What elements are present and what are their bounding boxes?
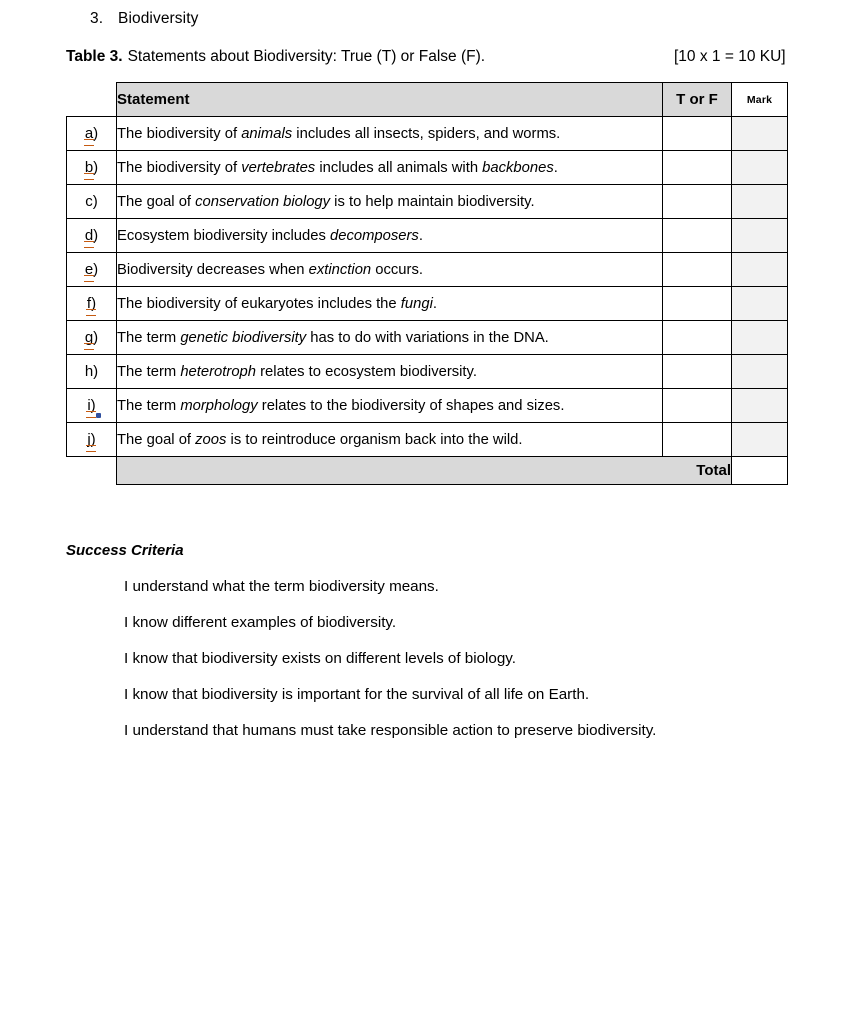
table-row — [67, 185, 788, 219]
row-letter: d) — [84, 226, 99, 244]
statement-term-emphasis: vertebrates — [241, 159, 316, 176]
table-row — [67, 117, 788, 151]
statement-term-emphasis: heterotroph — [180, 363, 257, 380]
row-letter-cell — [67, 423, 117, 457]
row-answer-cell[interactable] — [663, 287, 732, 321]
row-answer-cell[interactable] — [663, 117, 732, 151]
row-mark-cell[interactable] — [732, 423, 788, 457]
success-criteria-title: Success Criteria — [66, 542, 184, 559]
row-mark-cell[interactable] — [732, 185, 788, 219]
table-row — [67, 151, 788, 185]
success-criteria-item: I understand what the term biodiversity means. — [124, 578, 439, 595]
row-statement-cell — [117, 355, 663, 389]
row-letter-cell — [67, 321, 117, 355]
header-statement: Statement — [117, 83, 663, 117]
statement-text-before: Biodiversity decreases when — [117, 261, 309, 278]
statement-term-emphasis: conservation biology — [195, 193, 331, 210]
table-caption-label: Table 3. — [66, 48, 123, 65]
statement-text-after: relates to ecosystem biodiversity. — [256, 363, 477, 380]
statement-text-after: occurs. — [371, 261, 423, 278]
statements-table — [66, 82, 788, 485]
row-statement-cell — [117, 423, 663, 457]
row-statement-cell — [117, 287, 663, 321]
row-answer-cell[interactable] — [663, 219, 732, 253]
section-heading — [90, 10, 198, 28]
row-letter: c) — [85, 192, 98, 210]
row-mark-cell[interactable] — [732, 219, 788, 253]
table-total-row — [67, 457, 788, 485]
row-letter-cell — [67, 219, 117, 253]
statement-text-before: The term — [117, 397, 181, 414]
table-row — [67, 321, 788, 355]
success-criteria-item: I know different examples of biodiversity. — [124, 614, 397, 631]
row-mark-cell[interactable] — [732, 117, 788, 151]
statement-term-emphasis: zoos — [195, 431, 227, 448]
row-answer-cell[interactable] — [663, 355, 732, 389]
statement-term-emphasis: animals — [241, 125, 293, 142]
statement-text-after: is to help maintain biodiversity. — [330, 193, 535, 210]
table-caption-text: Statements about Biodiversity: True (T) or False (F). — [127, 48, 486, 65]
statements-table-wrapper — [66, 82, 787, 485]
statement-text-before: The goal of — [117, 193, 196, 210]
row-mark-cell[interactable] — [732, 321, 788, 355]
row-letter-cell — [67, 287, 117, 321]
statement-term-emphasis-2: backbones — [482, 159, 554, 176]
success-criteria-list — [124, 578, 764, 758]
row-letter: a) — [84, 124, 99, 142]
statement-text-after-2: . — [553, 159, 558, 176]
row-letter-cell — [67, 355, 117, 389]
statement-term-emphasis: morphology — [180, 397, 258, 414]
statement-term-emphasis: fungi — [400, 295, 433, 312]
row-letter-cell — [67, 151, 117, 185]
row-mark-cell[interactable] — [732, 287, 788, 321]
row-answer-cell[interactable] — [663, 423, 732, 457]
success-criteria-item: I know that biodiversity exists on different levels of biology. — [124, 650, 516, 667]
statement-text-after: includes all animals with — [315, 159, 483, 176]
row-letter: g) — [84, 328, 99, 346]
table-row — [67, 355, 788, 389]
statement-text-after: is to reintroduce organism back into the wild. — [226, 431, 523, 448]
table-caption — [66, 47, 787, 67]
header-t-or-f: T or F — [663, 83, 732, 117]
statement-term-emphasis: decomposers — [330, 227, 419, 244]
row-answer-cell[interactable] — [663, 151, 732, 185]
row-letter-cell — [67, 389, 117, 423]
statement-text-before: The goal of — [117, 431, 196, 448]
success-criteria-item: I understand that humans must take responsible action to preserve biodiversity. — [124, 722, 657, 739]
row-mark-cell[interactable] — [732, 355, 788, 389]
statement-text-after: has to do with variations in the DNA. — [306, 329, 549, 346]
row-letter: e) — [84, 260, 99, 278]
statement-term-emphasis: genetic biodiversity — [180, 329, 307, 346]
section-title: Biodiversity — [118, 10, 199, 27]
row-letter: f) — [86, 294, 97, 312]
statement-text-before: The biodiversity of — [117, 159, 242, 176]
statement-text-after: . — [432, 295, 437, 312]
row-letter-cell — [67, 185, 117, 219]
statement-text-after: includes all insects, spiders, and worms. — [292, 125, 561, 142]
statement-text-after: relates to the biodiversity of shapes and sizes. — [257, 397, 565, 414]
total-label: Total — [117, 457, 732, 485]
statement-text-before: The biodiversity of — [117, 125, 242, 142]
row-letter: i) — [87, 396, 96, 414]
table-row — [67, 287, 788, 321]
header-mark: Mark — [732, 83, 788, 117]
success-criteria-item: I know that biodiversity is important for the survival of all life on Earth. — [124, 686, 590, 703]
row-statement-cell — [117, 389, 663, 423]
row-letter: j) — [87, 430, 96, 448]
table-header-row — [67, 83, 788, 117]
table-row — [67, 389, 788, 423]
table-row — [67, 253, 788, 287]
row-answer-cell[interactable] — [663, 321, 732, 355]
row-letter-cell — [67, 253, 117, 287]
row-answer-cell[interactable] — [663, 253, 732, 287]
row-letter: b) — [84, 158, 99, 176]
row-statement-cell — [117, 151, 663, 185]
statement-text-before: The term — [117, 363, 181, 380]
header-spacer-cell — [67, 83, 117, 117]
row-answer-cell[interactable] — [663, 185, 732, 219]
row-statement-cell — [117, 219, 663, 253]
table-row — [67, 219, 788, 253]
statement-text-before: Ecosystem biodiversity includes — [117, 227, 330, 244]
table-marks-allocation: [10 x 1 = 10 KU] — [674, 48, 786, 65]
row-statement-cell — [117, 253, 663, 287]
total-mark-input-cell[interactable] — [732, 457, 788, 485]
row-letter-cell — [67, 117, 117, 151]
row-mark-cell[interactable] — [732, 253, 788, 287]
statement-term-emphasis: extinction — [308, 261, 372, 278]
statement-text-after: . — [418, 227, 423, 244]
statement-text-before: The biodiversity of eukaryotes includes the — [117, 295, 401, 312]
total-spacer-cell — [67, 457, 117, 485]
row-letter: h) — [84, 362, 99, 380]
statement-text-before: The term — [117, 329, 181, 346]
table-row — [67, 423, 788, 457]
row-statement-cell — [117, 185, 663, 219]
row-statement-cell — [117, 117, 663, 151]
row-answer-cell[interactable] — [663, 389, 732, 423]
row-statement-cell — [117, 321, 663, 355]
statements-table-body — [67, 117, 788, 457]
section-number: 3. — [90, 10, 104, 27]
row-mark-cell[interactable] — [732, 389, 788, 423]
row-mark-cell[interactable] — [732, 151, 788, 185]
